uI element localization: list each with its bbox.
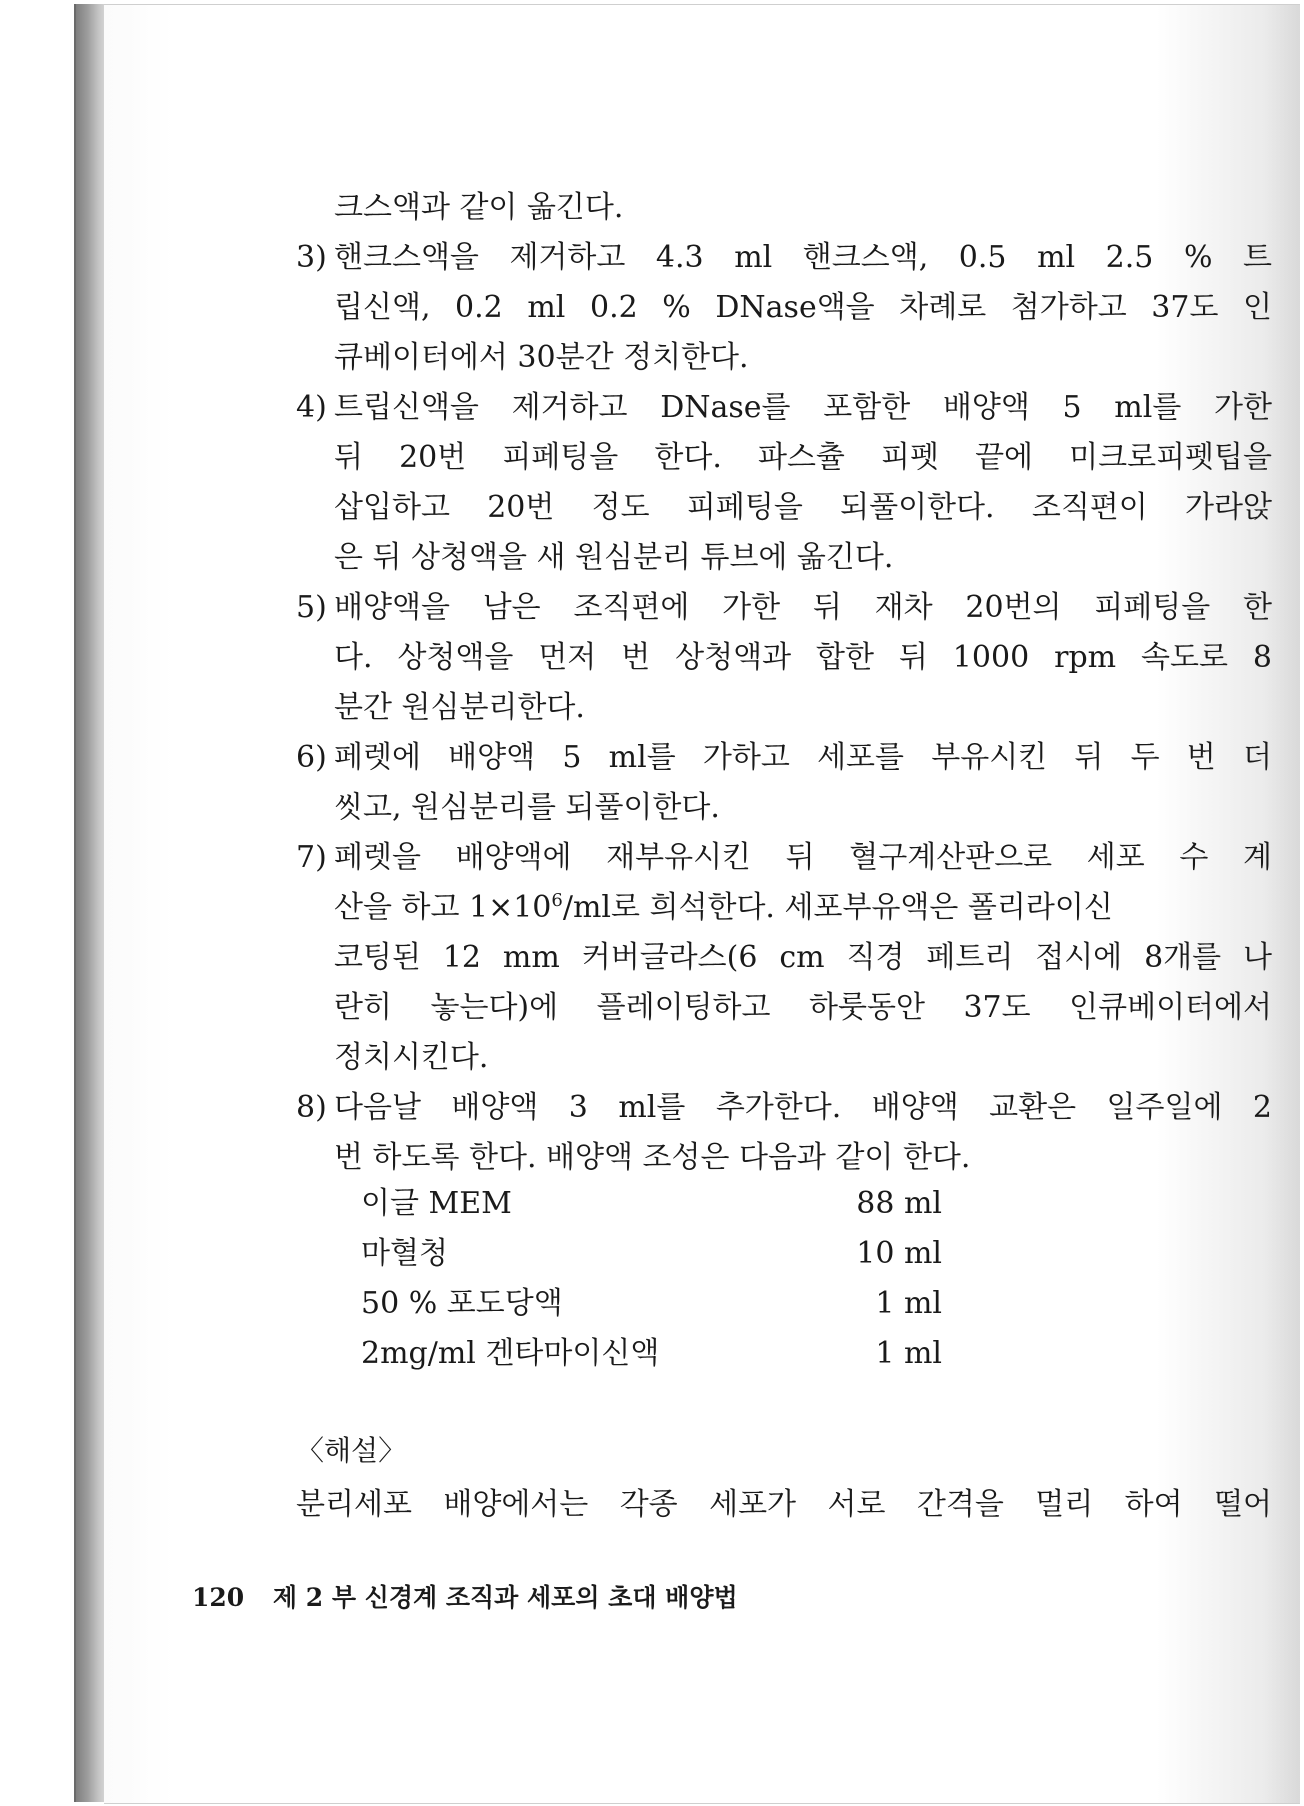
step-7-line-3: 코팅된 12 mm 커버글라스(6 cm 직경 페트리 접시에 8개를 나	[334, 940, 1272, 975]
recipe-row	[296, 1282, 1272, 1326]
step-3-text-1: 핸크스액을 제거하고 4.3 ml 핸크스액, 0.5 ml 2.5 % 트	[334, 240, 1272, 275]
step-7-line-5: 정치시킨다.	[334, 1040, 489, 1075]
recipe-ingredient: 마혈청	[361, 1236, 448, 1271]
step-4-number: 4)	[296, 390, 327, 425]
step-4-line-3: 삽입하고 20번 정도 피페팅을 되풀이한다. 조직편이 가라앉	[334, 490, 1272, 525]
step-8-text-1: 다음날 배양액 3 ml를 추가한다. 배양액 교환은 일주일에 2	[334, 1090, 1272, 1125]
step-8-number: 8)	[296, 1090, 327, 1125]
recipe-row	[296, 1232, 1272, 1276]
step-4-text-1: 트립신액을 제거하고 DNase를 포함한 배양액 5 ml를 가한	[334, 390, 1272, 425]
commentary-heading: 〈해설〉	[296, 1434, 407, 1467]
step2-continuation: 크스액과 같이 옮긴다.	[334, 190, 624, 225]
page-footer	[192, 1578, 738, 1614]
recipe-amount: 1 ml	[875, 1286, 942, 1321]
step-5-line-2: 다. 상청액을 먼저 번 상청액과 합한 뒤 1000 rpm 속도로 8	[334, 640, 1272, 675]
step-8-line-2: 번 하도록 한다. 배양액 조성은 다음과 같이 한다.	[334, 1140, 971, 1175]
step-5-number: 5)	[296, 590, 327, 625]
step-3-line-2: 립신액, 0.2 ml 0.2 % DNase액을 차례로 첨가하고 37도 인	[334, 290, 1272, 325]
recipe-amount: 88 ml	[856, 1186, 942, 1221]
step-7-line-1	[296, 836, 1272, 880]
page-number: 120	[192, 1583, 245, 1612]
step-7-exponent: 6	[551, 890, 563, 911]
step-5-line-1	[296, 586, 1272, 630]
step-5-line-3: 분간 원심분리한다.	[334, 690, 585, 725]
step-4-line-2: 뒤 20번 피페팅을 한다. 파스츌 피펫 끝에 미크로피펫팁을	[334, 440, 1272, 475]
book-page	[104, 4, 1300, 1804]
step-6-number: 6)	[296, 740, 327, 775]
step-7-line-4: 란히 놓는다)에 플레이팅하고 하룻동안 37도 인큐베이터에서	[334, 990, 1272, 1025]
step-3-line-3: 큐베이터에서 30분간 정치한다.	[334, 340, 749, 375]
step-7-line-2	[296, 886, 1272, 930]
step-7-line-2-a: 산을 하고 1×10	[334, 890, 552, 925]
running-title: 제 2 부 신경계 조직과 세포의 초대 배양법	[272, 1583, 738, 1612]
step-3-number: 3)	[296, 240, 327, 275]
step-7-text-1: 페렛을 배양액에 재부유시킨 뒤 혈구계산판으로 세포 수 계	[334, 840, 1272, 875]
recipe-ingredient: 50 % 포도당액	[361, 1286, 563, 1321]
recipe-ingredient: 2mg/ml 겐타마이신액	[361, 1336, 660, 1371]
recipe-ingredient: 이글 MEM	[361, 1186, 512, 1221]
step-6-line-2: 씻고, 원심분리를 되풀이한다.	[334, 790, 720, 825]
step-7-line-2-b: /ml로 희석한다. 세포부유액은 폴리라이신	[562, 890, 1113, 925]
step-4-line-4: 은 뒤 상청액을 새 원심분리 튜브에 옮긴다.	[334, 540, 894, 575]
recipe-amount: 10 ml	[856, 1236, 942, 1271]
step-6-text-1: 페렛에 배양액 5 ml를 가하고 세포를 부유시킨 뒤 두 번 더	[334, 740, 1272, 775]
step-6-line-1	[296, 736, 1272, 780]
step-8-line-1	[296, 1086, 1272, 1130]
book-spine-edge	[74, 4, 108, 1802]
step-3-line-1	[296, 236, 1272, 280]
step-4-line-1	[296, 386, 1272, 430]
recipe-row	[296, 1182, 1272, 1226]
recipe-amount: 1 ml	[875, 1336, 942, 1371]
commentary-line-1: 분리세포 배양에서는 각종 세포가 서로 간격을 멀리 하여 떨어	[296, 1487, 1272, 1522]
step-5-text-1: 배양액을 남은 조직편에 가한 뒤 재차 20번의 피페팅을 한	[334, 590, 1272, 625]
recipe-row	[296, 1332, 1272, 1376]
step-7-number: 7)	[296, 840, 327, 875]
